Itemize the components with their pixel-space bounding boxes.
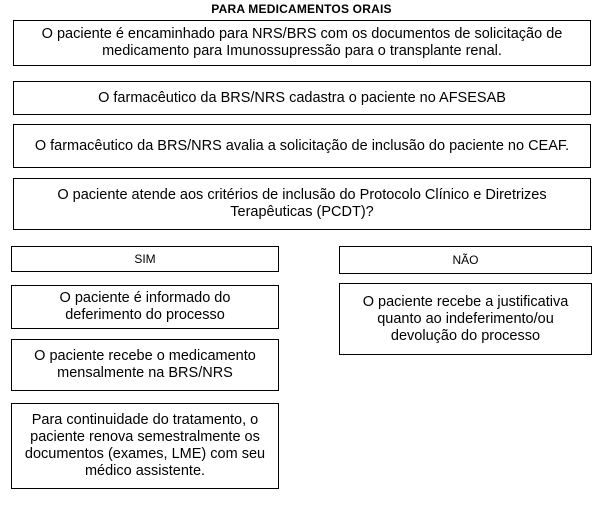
step-referral-text: O paciente é encaminhado para NRS/BRS com os documentos de solicitação de medicamento para Imunossupressão para o transplante renal. xyxy=(41,26,563,59)
no-label-box xyxy=(339,246,592,274)
step-referral xyxy=(13,20,591,66)
no-label: NÃO xyxy=(452,252,479,267)
step-yes-informed-text: O paciente é informado do deferimento do processo xyxy=(59,290,231,323)
step-no-justification-text: O paciente recebe a justificativa quanto ao indeferimento/ou devolução do processo xyxy=(362,293,569,344)
step-yes-receives-medication xyxy=(11,339,279,391)
decision-pcdt-criteria xyxy=(13,178,591,230)
yes-label: SIM xyxy=(134,251,156,266)
step-yes-receives-medication-text: O paciente recebe o medicamento mensalmente na BRS/NRS xyxy=(34,348,256,381)
step-yes-informed xyxy=(11,285,279,329)
step-evaluation-text: O farmacêutico da BRS/NRS avalia a solicitação de inclusão do paciente no CEAF. xyxy=(34,137,570,154)
step-registration-text: O farmacêutico da BRS/NRS cadastra o paciente no AFSESAB xyxy=(98,89,506,106)
step-registration xyxy=(13,81,591,115)
yes-label-box xyxy=(11,246,279,272)
step-no-justification xyxy=(339,283,592,355)
step-yes-renewal-text: Para continuidade do tratamento, o paciente renova semestralmente os documentos (exames, LME) com seu médico assistente. xyxy=(24,412,266,479)
decision-pcdt-criteria-text: O paciente atende aos critérios de inclusão do Protocolo Clínico e Diretrizes Terapêuticas (PCDT)? xyxy=(57,187,547,220)
step-evaluation xyxy=(13,124,591,168)
diagram-title: PARA MEDICAMENTOS ORAIS xyxy=(211,2,392,16)
step-yes-renewal xyxy=(11,403,279,489)
